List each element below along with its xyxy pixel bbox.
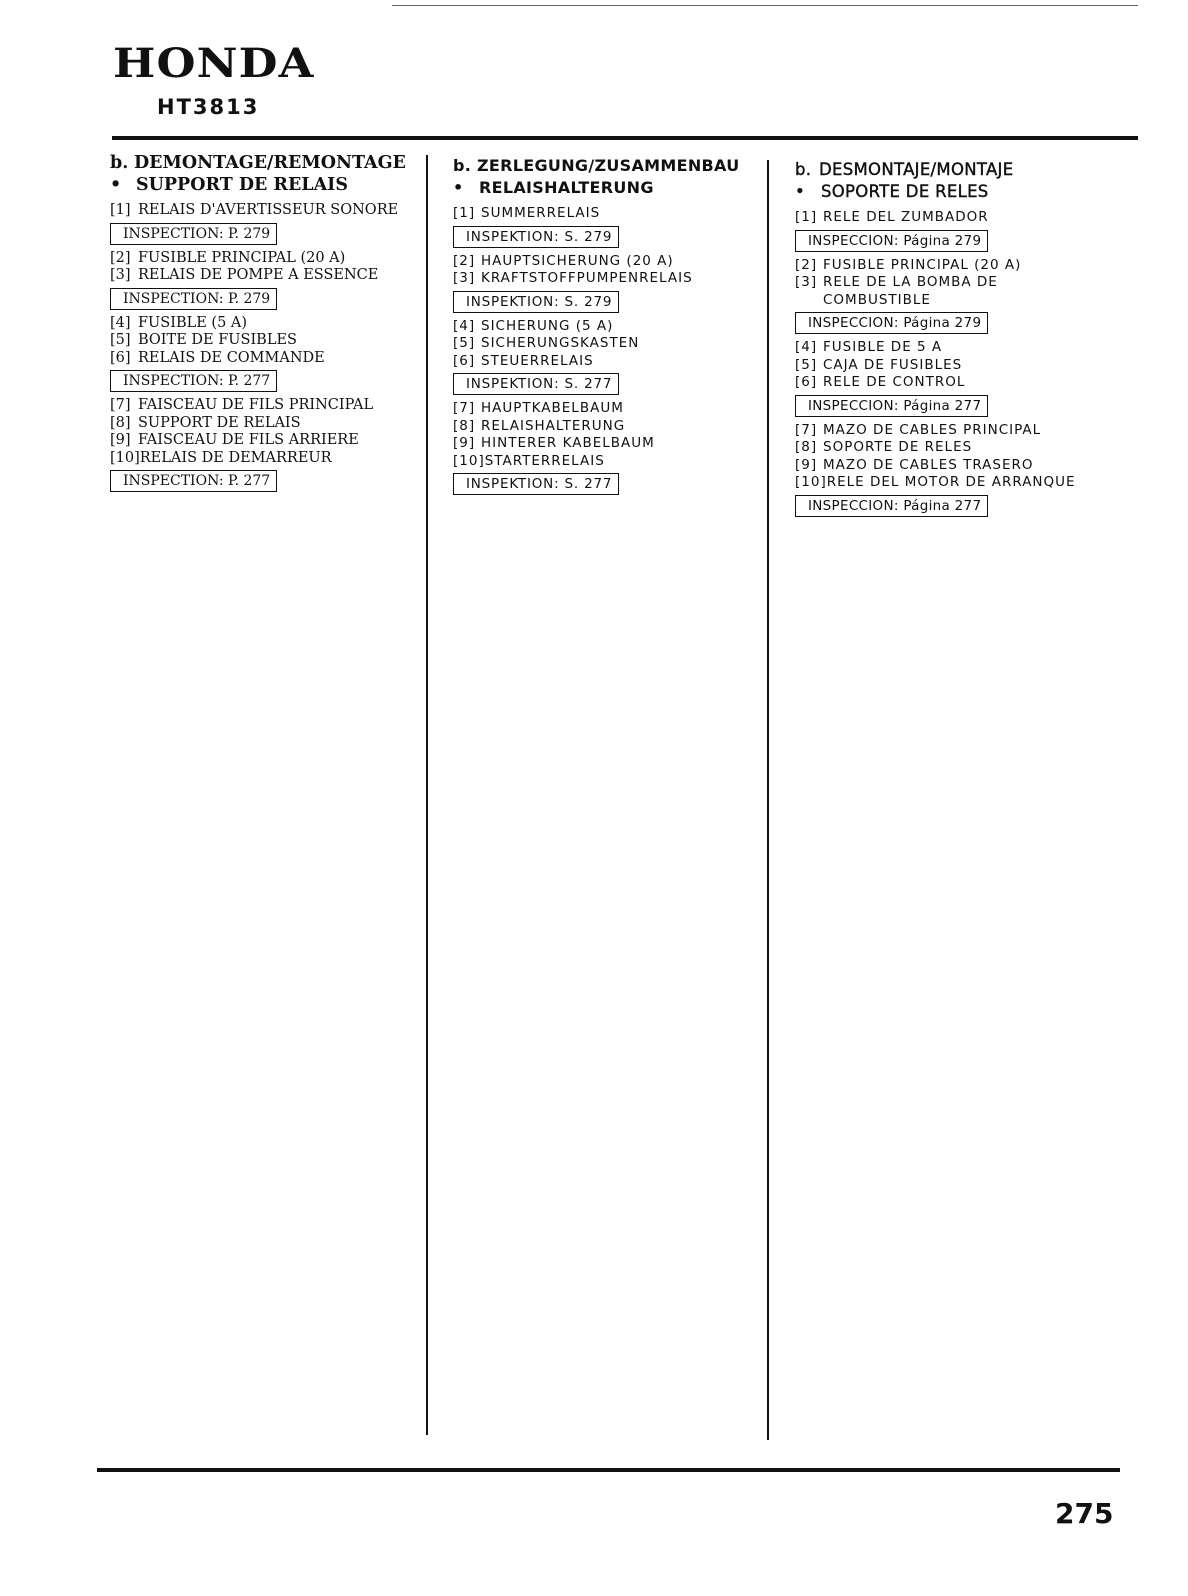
column-divider-1	[426, 155, 428, 1435]
item-number: [4]	[110, 314, 131, 331]
item-text: SICHERUNG (5 A)	[481, 317, 614, 334]
list-item	[795, 474, 1076, 492]
item-text: RELAIS DE COMMANDE	[138, 349, 325, 366]
model-label: HT3813	[157, 95, 260, 119]
item-text: FAISCEAU DE FILS PRINCIPAL	[138, 397, 374, 413]
item-number: [3]	[795, 274, 818, 290]
header-rule	[112, 136, 1138, 140]
item-text: FAISCEAU DE FILS ARRIERE	[138, 432, 359, 448]
column-spanish	[795, 159, 1076, 522]
item-number: [4]	[453, 317, 476, 334]
item-text: FUSIBLE DE 5 A	[823, 339, 943, 355]
parts-list	[453, 205, 740, 500]
item-number: [5]	[110, 332, 131, 348]
list-item	[795, 439, 1076, 457]
list-item	[110, 415, 406, 433]
list-item	[795, 422, 1076, 440]
item-text: STARTERRELAIS	[484, 452, 605, 469]
item-text: SOPORTE DE RELES	[823, 439, 973, 455]
item-number: [8]	[453, 417, 476, 434]
inspection-reference: INSPEKTION: S. 279	[453, 226, 619, 248]
heading-prefix: b.	[110, 153, 129, 173]
item-number: [1]	[453, 205, 476, 221]
item-number: [7]	[453, 400, 476, 416]
item-number: [4]	[795, 339, 818, 355]
item-text: RELE DEL MOTOR DE ARRANQUE	[826, 474, 1076, 490]
item-text: RELE DEL ZUMBADOR	[823, 209, 989, 225]
item-number: [2]	[453, 252, 476, 269]
footer-rule	[97, 1468, 1120, 1472]
subheading-text: SOPORTE DE RELES	[821, 182, 989, 201]
list-item-continuation: COMBUSTIBLE	[823, 291, 931, 308]
item-number: [8]	[110, 414, 131, 431]
list-item	[453, 205, 740, 223]
item-text: FUSIBLE PRINCIPAL (20 A)	[823, 256, 1022, 273]
list-item	[453, 253, 740, 271]
section-subheading	[110, 174, 406, 196]
item-number: [5]	[795, 356, 818, 373]
item-text: SUMMERRELAIS	[481, 205, 601, 221]
list-item	[110, 202, 406, 220]
heading-prefix: b.	[453, 156, 472, 175]
inspection-reference: INSPECCION: Página 279	[795, 312, 988, 334]
item-text: HAUPTKABELBAUM	[481, 400, 624, 416]
item-text: CAJA DE FUSIBLES	[823, 356, 963, 373]
item-number: [6]	[453, 352, 476, 369]
item-text: SUPPORT DE RELAIS	[138, 414, 301, 431]
inspection-reference: INSPEKTION: S. 277	[453, 373, 619, 395]
section-subheading	[453, 177, 740, 199]
item-number: [8]	[795, 439, 818, 455]
item-number: [2]	[110, 249, 131, 266]
item-text: MAZO DE CABLES TRASERO	[823, 456, 1034, 473]
brand-logo: HONDA	[113, 40, 315, 87]
section-subheading	[795, 181, 1076, 203]
section-heading	[795, 159, 1076, 181]
item-text: KRAFTSTOFFPUMPENRELAIS	[481, 270, 693, 286]
list-item	[795, 357, 1076, 375]
item-number: [5]	[453, 335, 476, 351]
subheading-text: RELAISHALTERUNG	[479, 178, 654, 197]
bullet-icon: •	[453, 178, 464, 197]
item-text: STEUERRELAIS	[481, 352, 594, 369]
item-text: MAZO DE CABLES PRINCIPAL	[823, 421, 1042, 438]
item-text: BOITE DE FUSIBLES	[138, 332, 297, 348]
item-number: [7]	[110, 397, 131, 413]
item-text: RELAIS D'AVERTISSEUR SONORE	[138, 202, 399, 218]
list-item	[110, 397, 406, 415]
item-number: [3]	[110, 267, 131, 283]
inspection-reference: INSPECCION: Página 279	[795, 230, 988, 252]
column-divider-2	[767, 160, 769, 1440]
item-number: [9]	[795, 456, 818, 473]
list-item	[110, 315, 406, 333]
parts-list	[110, 202, 406, 497]
item-text: RELE DE CONTROL	[823, 374, 966, 390]
item-number: [2]	[795, 256, 818, 273]
column-french	[110, 152, 406, 497]
inspection-reference: INSPECTION: P. 279	[110, 288, 277, 310]
bullet-icon: •	[110, 175, 122, 195]
item-number: [6]	[110, 349, 131, 366]
heading-text: DEMONTAGE/REMONTAGE	[134, 153, 406, 173]
list-item	[110, 332, 406, 350]
item-text: RELAIS DE DEMARREUR	[139, 449, 332, 466]
list-item	[453, 418, 740, 436]
inspection-reference: INSPECCION: Página 277	[795, 395, 988, 417]
inspection-reference: INSPEKTION: S. 279	[453, 291, 619, 313]
list-item	[453, 353, 740, 371]
bullet-icon: •	[795, 182, 806, 201]
list-item	[795, 257, 1076, 275]
section-heading	[110, 152, 406, 174]
list-item	[795, 457, 1076, 475]
heading-prefix: b.	[795, 160, 812, 179]
list-item	[453, 400, 740, 418]
list-item	[110, 267, 406, 285]
list-item	[453, 435, 740, 453]
item-text: RELAISHALTERUNG	[481, 417, 626, 434]
top-hairline	[392, 5, 1138, 6]
item-text: HINTERER KABELBAUM	[481, 435, 655, 451]
item-text: RELE DE LA BOMBA DE	[823, 274, 998, 290]
page-number: 275	[1055, 1497, 1114, 1530]
item-text: FUSIBLE (5 A)	[138, 314, 248, 331]
item-number: [9]	[110, 432, 131, 448]
inspection-reference: INSPECTION: P. 277	[110, 370, 277, 392]
heading-text: ZERLEGUNG/ZUSAMMENBAU	[477, 156, 740, 175]
inspection-reference: INSPECTION: P. 279	[110, 223, 277, 245]
heading-text: DESMONTAJE/MONTAJE	[819, 160, 1014, 179]
section-heading	[453, 155, 740, 177]
item-number: [10]	[795, 474, 827, 490]
subheading-text: SUPPORT DE RELAIS	[136, 175, 349, 195]
list-item	[795, 339, 1076, 357]
list-item	[110, 432, 406, 450]
list-item	[453, 270, 740, 288]
inspection-reference: INSPEKTION: S. 277	[453, 473, 619, 495]
item-number: [9]	[453, 435, 476, 451]
column-german	[453, 155, 740, 500]
item-number: [1]	[795, 209, 818, 225]
list-item	[453, 335, 740, 353]
list-item	[795, 374, 1076, 392]
inspection-reference: INSPECTION: P. 277	[110, 470, 277, 492]
item-number: [10]	[453, 452, 485, 469]
item-text: RELAIS DE POMPE A ESSENCE	[138, 267, 379, 283]
item-number: [3]	[453, 270, 476, 286]
item-number: [10]	[110, 449, 140, 466]
inspection-reference: INSPECCION: Página 277	[795, 495, 988, 517]
list-item	[453, 318, 740, 336]
parts-list	[795, 209, 1076, 522]
list-item	[110, 350, 406, 368]
item-number: [6]	[795, 374, 818, 390]
list-item	[110, 450, 406, 468]
item-number: [7]	[795, 421, 818, 438]
list-item	[453, 453, 740, 471]
list-item	[795, 274, 1076, 292]
list-item	[110, 250, 406, 268]
item-number: [1]	[110, 202, 131, 218]
list-item	[795, 209, 1076, 227]
item-text: FUSIBLE PRINCIPAL (20 A)	[138, 249, 346, 266]
item-text: SICHERUNGSKASTEN	[481, 335, 640, 351]
item-text: HAUPTSICHERUNG (20 A)	[481, 252, 674, 269]
